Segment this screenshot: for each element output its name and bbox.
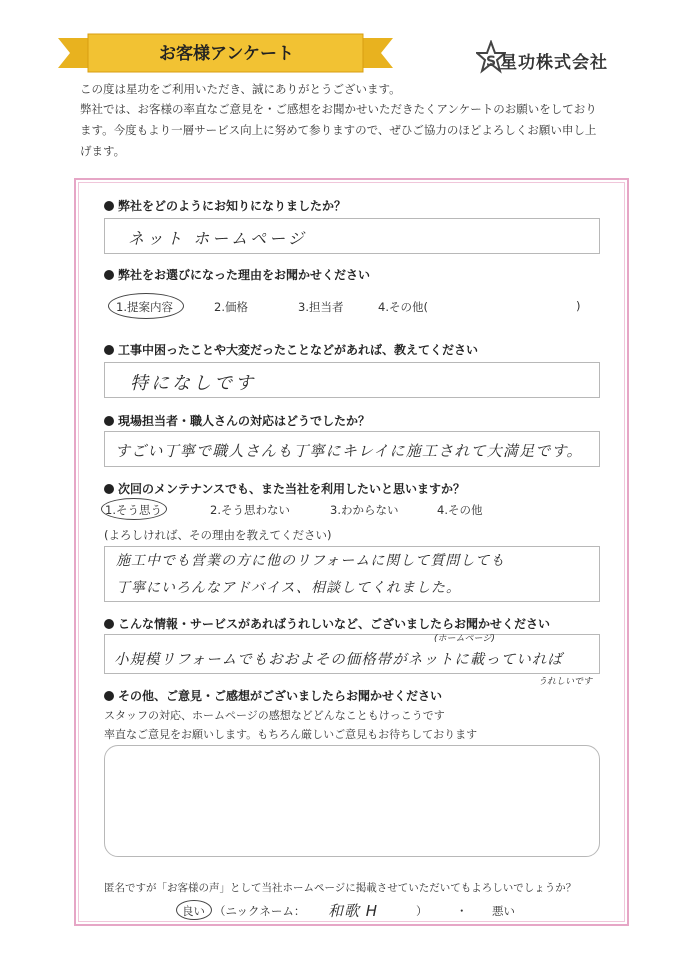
option-2-4[interactable]: 4.その他( [378,300,428,314]
question-6-text: こんな情報・サービスがあればうれしいなど、ございましたらお聞かせください [118,617,551,631]
answer-6-text: 小規模リフォームでもおおよその価格帯がネットに載っていれば [114,652,563,668]
nickname-close: ） [416,904,428,918]
intro-line-2: 弊社では、お客様の率直なご意見を・ご感想をお聞かせいただきたくアンケートのお願いをしており [80,102,597,116]
bullet-icon [104,201,114,211]
question-4-text: 現場担当者・職人さんの対応はどうでしたか？ [118,414,371,428]
option-2-4-close: ) [576,299,581,313]
question-3-text: 工事中困ったことや大変だったことなどがあれば、教えてください [118,343,479,357]
bullet-icon [104,484,114,494]
option-5-1[interactable]: 1.そう思う [105,503,162,517]
answer-5-line-1: 施工中でも営業の方に他のリフォームに関して質問しても [116,553,506,569]
bullet-icon [104,270,114,280]
question-4 [104,412,370,429]
page-title: お客様アンケート [159,44,294,64]
question-5-text: 次回のメンテナンスでも、また当社を利用したいと思いますか？ [118,482,466,496]
option-2-1[interactable]: 1.提案内容 [116,300,173,314]
question-6 [104,615,550,632]
option-5-4[interactable]: 4.その他 [437,503,483,517]
bullet-icon [104,691,114,701]
answer-5-line-2: 丁寧にいろんなアドバイス、相談してくれました。 [116,580,461,596]
question-2 [104,266,370,283]
answer-1-text: ネット ホームページ [128,229,307,248]
question-7 [104,687,442,704]
nickname-label: （ニックネーム： [214,904,306,918]
svg-text:S: S [486,54,497,70]
intro-line-1: この度は星功をご利用いただき、誠にありがとうございます。 [80,82,401,96]
option-2-3[interactable]: 3.担当者 [298,300,344,314]
publish-consent-question: 匿名ですが「お客様の声」として当社ホームページに掲載させていただいてもよろしいでしょうか？ [104,882,577,894]
question-5 [104,480,465,497]
consent-good-option[interactable]: 良い [182,904,205,918]
consent-bad-option[interactable]: 悪い [492,904,515,918]
answer-box-7[interactable] [104,745,600,857]
answer-6-annotation-below: うれしいです [538,677,593,687]
question-3 [104,341,478,358]
question-7-note-2: 率直なご意見をお願いします。もちろん厳しいご意見もお待ちしております [104,728,478,741]
intro-line-4: げます。 [80,144,126,158]
company-name: 星功株式会社 [500,53,608,73]
bullet-icon [104,345,114,355]
question-1-text: 弊社をどのようにお知りになりましたか？ [118,199,347,213]
answer-3-text: 特になしです [130,373,256,394]
question-7-text: その他、ご意見・ご感想がございましたらお聞かせください [118,689,443,703]
question-1 [104,197,346,214]
option-separator: ・ [456,904,468,918]
reason-prompt: (よろしければ、その理由を教えてください) [104,528,332,542]
bullet-icon [104,416,114,426]
option-5-2[interactable]: 2.そう思わない [210,503,290,517]
answer-6-annotation-above: (ホームページ) [434,634,495,644]
nickname-value: 和歌 H [328,902,379,920]
option-5-3[interactable]: 3.わからない [330,503,399,517]
question-7-note-1: スタッフの対応、ホームページの感想などどんなこともけっこうです [104,709,445,722]
answer-4-text: すごい丁寧で職人さんも丁寧にキレイに施工されて大満足です。 [115,442,583,460]
question-2-text: 弊社をお選びになった理由をお聞かせください [118,268,371,282]
intro-line-3: ます。今度もより一層サービス向上に努めて参りますので、ぜひご協力のほどよろしくお願い申し上 [80,123,597,137]
bullet-icon [104,619,114,629]
option-2-2[interactable]: 2.価格 [214,300,248,314]
